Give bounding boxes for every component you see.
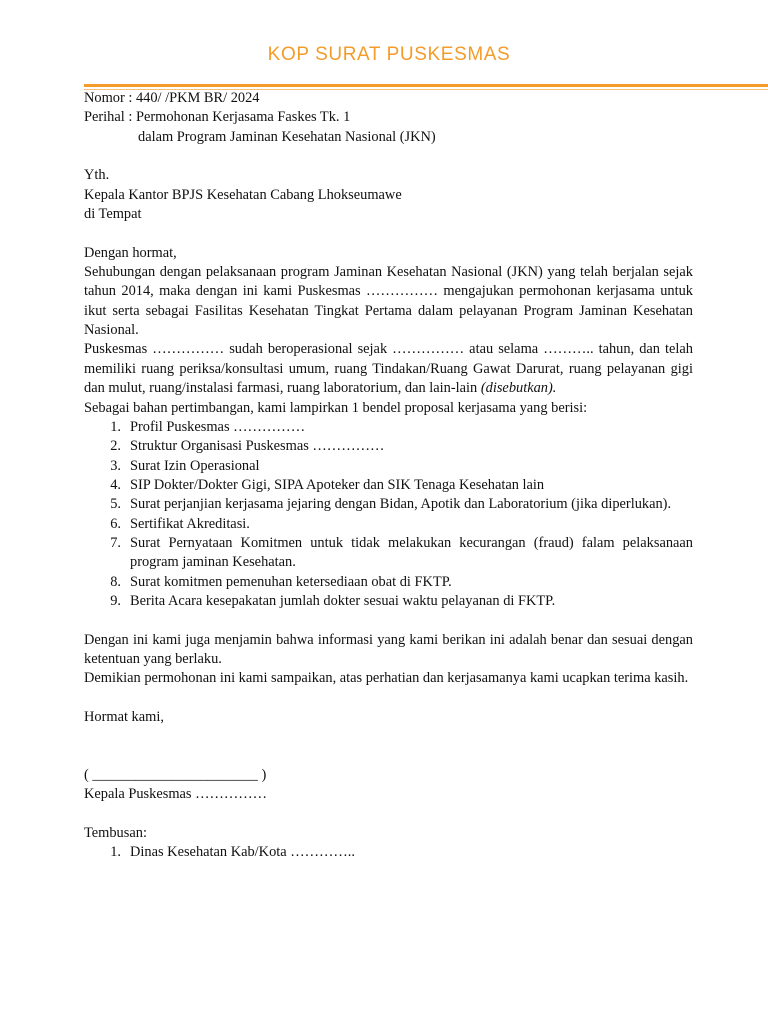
list-item-number: 7. bbox=[110, 534, 121, 551]
attachment-list bbox=[84, 418, 693, 611]
list-item bbox=[84, 534, 693, 573]
nomor-line: Nomor : 440/ /PKM BR/ 2024 bbox=[84, 90, 260, 106]
list-item-number: 5. bbox=[110, 496, 121, 513]
list-item-text: Surat perjanjian kerjasama jejaring dengan Bidan, Apotik dan Laboratorium (jika diperlukan). bbox=[130, 496, 672, 513]
list-item-text: Surat Pernyataan Komitmen untuk tidak melakukan kecurangan (fraud) falam pelaksanaan program jaminan Kesehatan. bbox=[130, 534, 693, 571]
list-item-number: 4. bbox=[110, 476, 121, 493]
list-item bbox=[84, 418, 693, 437]
list-item-text: Sertifikat Akreditasi. bbox=[130, 515, 250, 532]
yth-line: Yth. bbox=[84, 167, 110, 184]
letterhead-rule bbox=[84, 84, 768, 87]
list-item-number: 1. bbox=[110, 418, 121, 435]
paragraph-3: Sebagai bahan pertimbangan, kami lampirkan 1 bendel proposal kerjasama yang berisi: bbox=[84, 399, 588, 416]
paragraph-5: Demikian permohonan ini kami sampaikan, atas perhatian dan kerjasamanya kami ucapkan terima kasih. bbox=[84, 670, 689, 687]
list-item-text: SIP Dokter/Dokter Gigi, SIPA Apoteker dan SIK Tenaga Kesehatan lain bbox=[130, 476, 545, 493]
paragraph-4: Dengan ini kami juga menjamin bahwa informasi yang kami berikan ini adalah benar dan sesuai dengan ketentuan yang berlaku. bbox=[84, 631, 693, 667]
list-item-number: 2. bbox=[110, 438, 121, 455]
list-item-text: Struktur Organisasi Puskesmas …………… bbox=[130, 438, 385, 455]
signer-title: Kepala Puskesmas …………… bbox=[84, 786, 268, 803]
list-item bbox=[84, 592, 693, 611]
letterhead-title: KOP SURAT PUSKESMAS bbox=[267, 44, 511, 65]
recipient-name: Kepala Kantor BPJS Kesehatan Cabang Lhokseumawe bbox=[84, 186, 402, 203]
list-item bbox=[84, 573, 693, 592]
list-item bbox=[84, 476, 693, 495]
tembusan-label: Tembusan: bbox=[84, 825, 147, 842]
list-item-number: 3. bbox=[110, 457, 121, 474]
list-item bbox=[84, 457, 693, 476]
perihal-line-2: dalam Program Jaminan Kesehatan Nasional (JKN) bbox=[138, 128, 436, 145]
list-item-text: Dinas Kesehatan Kab/Kota ………….. bbox=[130, 844, 356, 861]
paragraph-1: Sehubungan dengan pelaksanaan program Jaminan Kesehatan Nasional (JKN) yang telah berjalan sejak tahun 2014, maka dengan ini kami Puskesmas …………… mengajukan permohonan kerjasama untuk ikut serta sebagai Fasilitas Kesehatan Tingkat Pertama dalam pelayanan Program Jaminan Kesehatan Nasional. bbox=[84, 264, 693, 339]
paragraph-2-text: Puskesmas …………… sudah beroperasional sejak …………… atau selama ……….. tahun, dan telah memiliki ruang periksa/konsultasi umum, ruang Tindakan/Ruang Gawat Darurat, ruang pelayanan gigi dan mulut, ruang/instalasi farmasi, ruang laboratorium, dan lain-lain bbox=[84, 341, 693, 397]
list-item bbox=[84, 515, 693, 534]
perihal-line: Perihal : Permohonan Kerjasama Faskes Tk. 1 bbox=[84, 109, 351, 126]
list-item-text: Berita Acara kesepakatan jumlah dokter sesuai waktu pelayanan di FKTP. bbox=[130, 592, 556, 609]
paragraph-2 bbox=[84, 340, 693, 398]
list-item-number: 9. bbox=[110, 592, 121, 609]
list-item-number: 8. bbox=[110, 573, 121, 590]
list-item-text: Profil Puskesmas …………… bbox=[130, 418, 306, 435]
list-item-text: Surat komitmen pemenuhan ketersediaan obat di FKTP. bbox=[130, 573, 452, 590]
list-item bbox=[84, 843, 693, 862]
letter-body bbox=[84, 89, 693, 863]
list-item bbox=[84, 495, 693, 514]
signature-blank: ( _______________________ ) bbox=[84, 767, 267, 784]
paragraph-2-italic: (disebutkan). bbox=[480, 380, 557, 397]
list-item bbox=[84, 437, 693, 456]
tembusan-list bbox=[84, 843, 693, 862]
list-item-number: 6. bbox=[110, 515, 121, 532]
closing-greeting: Hormat kami, bbox=[84, 709, 164, 725]
recipient-place: di Tempat bbox=[84, 206, 142, 223]
salutation: Dengan hormat, bbox=[84, 244, 177, 261]
list-item-number: 1. bbox=[110, 844, 121, 861]
list-item-text: Surat Izin Operasional bbox=[130, 457, 260, 474]
